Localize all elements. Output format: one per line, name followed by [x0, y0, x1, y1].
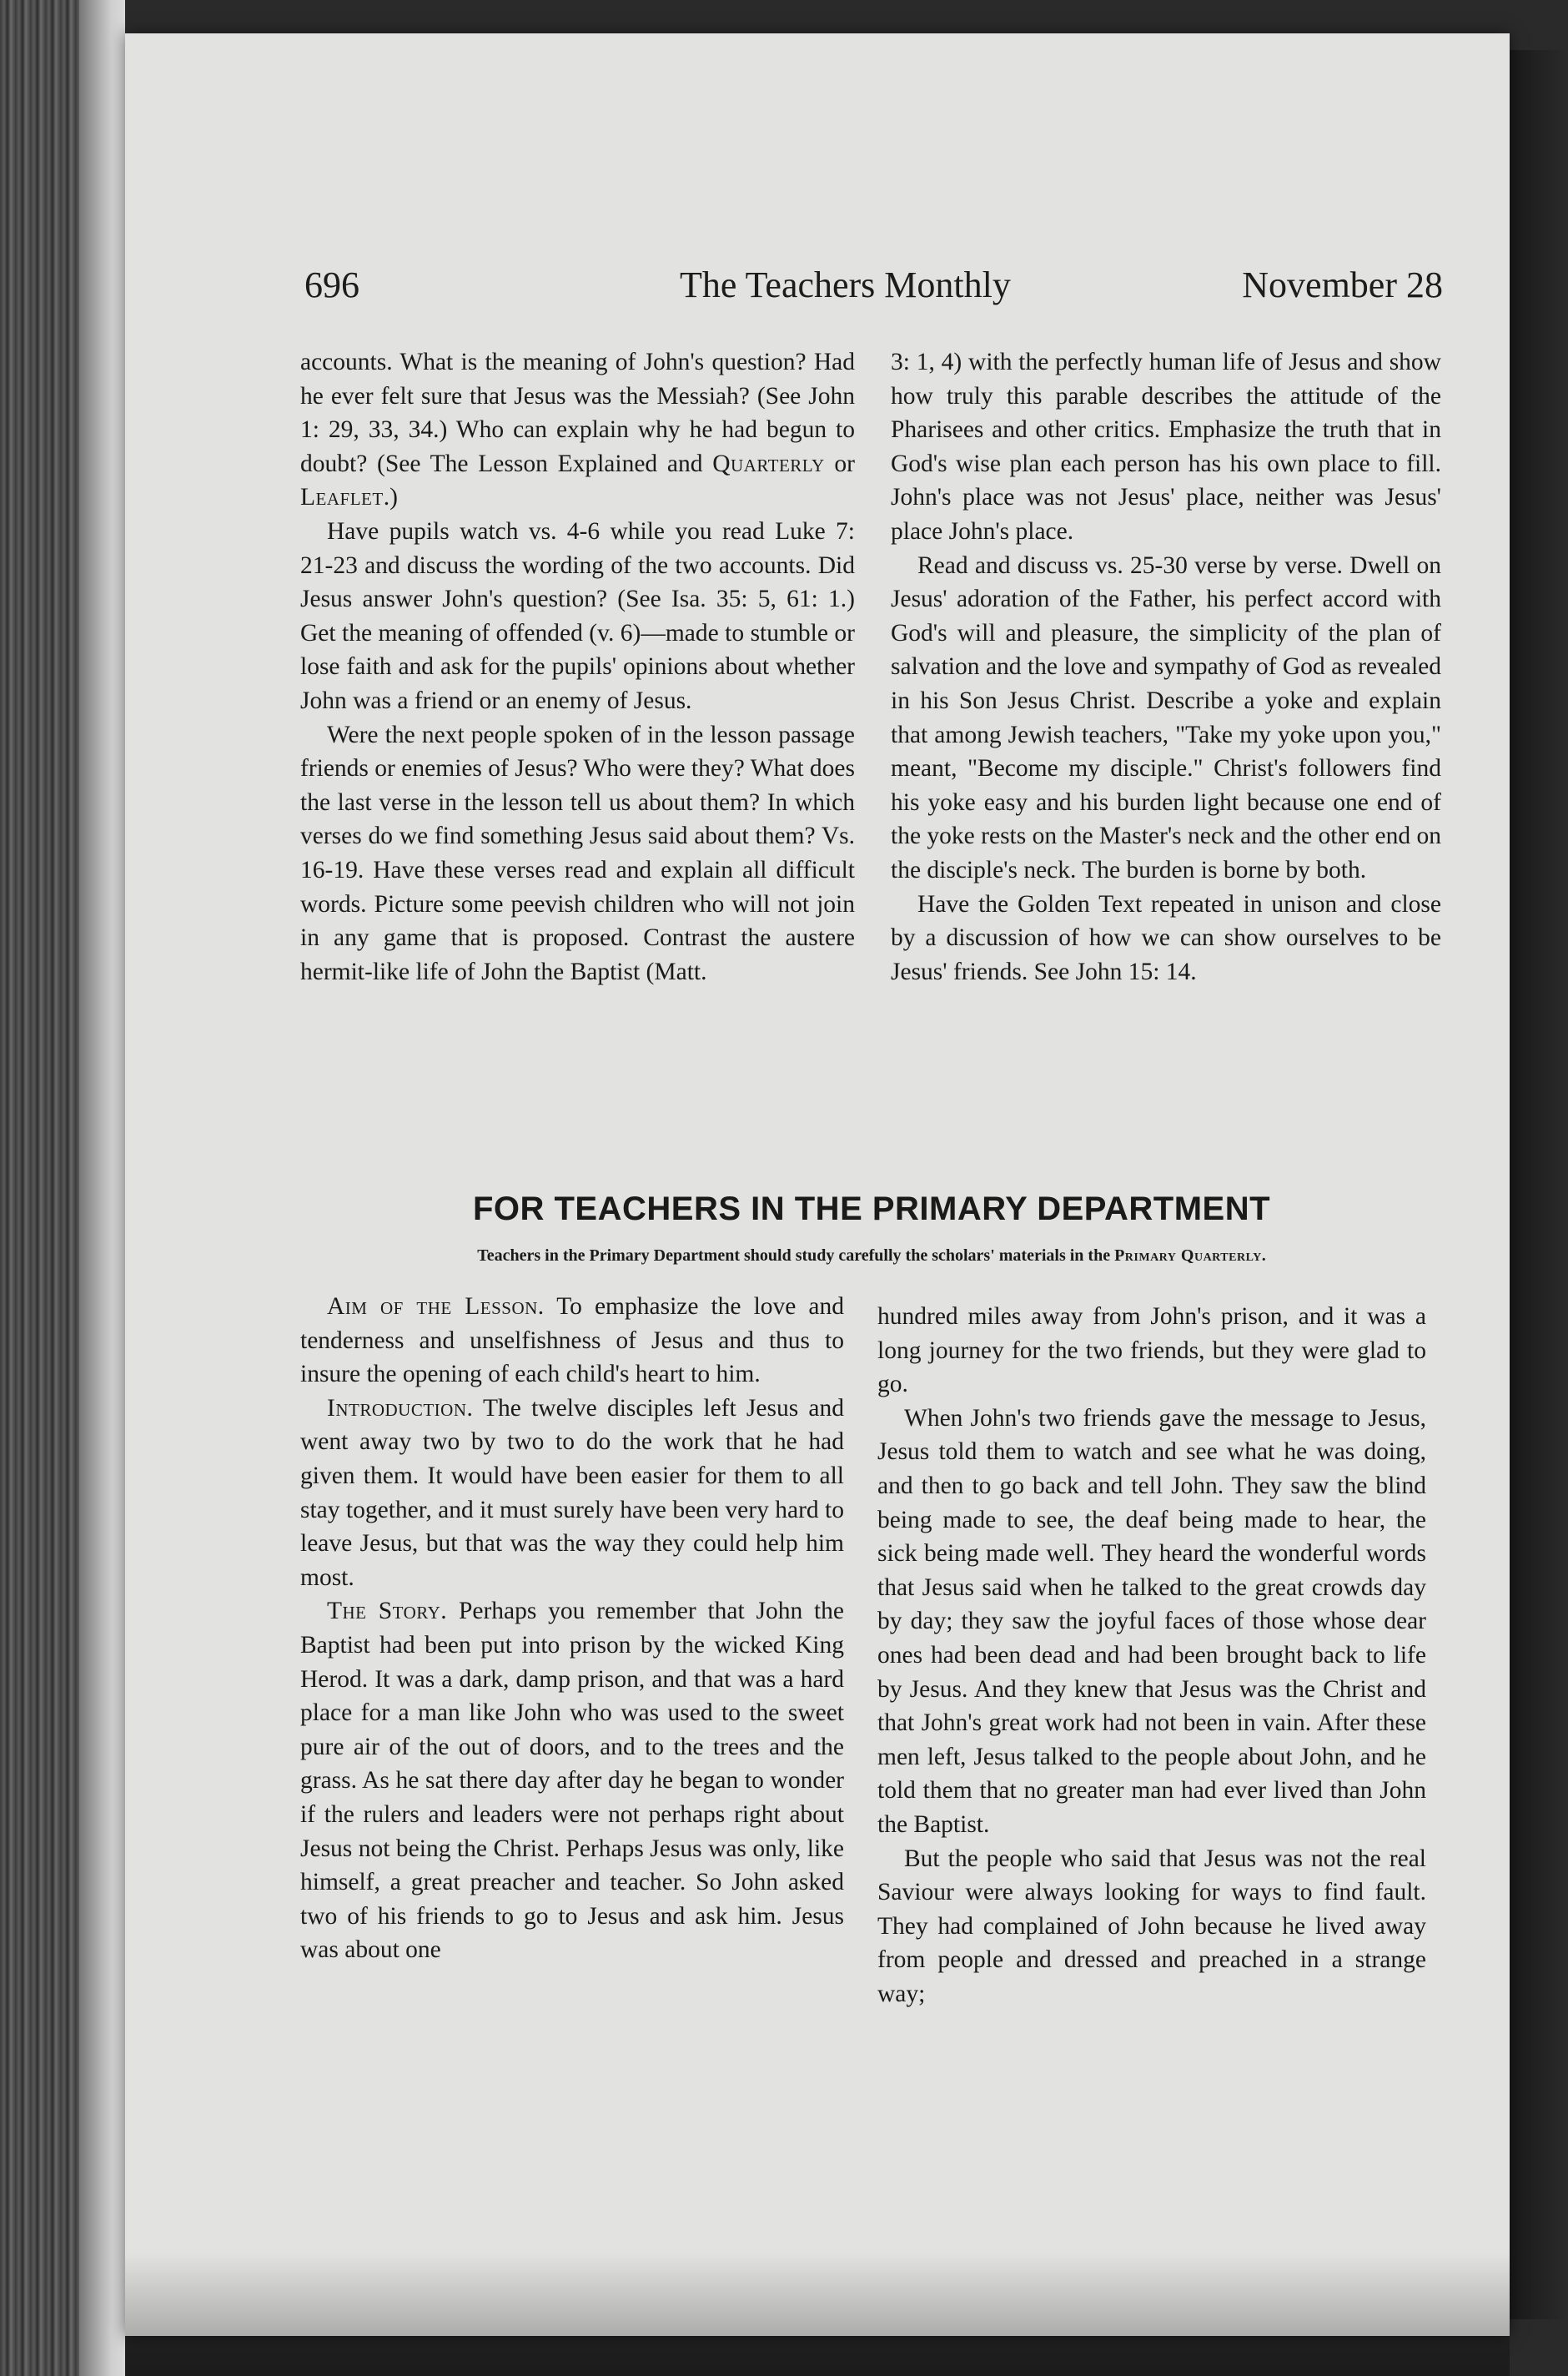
lower-left-column: [300, 1290, 844, 1967]
right-page-edge: [1510, 50, 1568, 2319]
paragraph: But the people who said that Jesus was not the real Saviour were always looking for ways to find fault. They had complained of John because he lived away from people and dressed and preached in a strange way;: [877, 1845, 1426, 2007]
aim-label: Aim of the Lesson.: [327, 1293, 545, 1320]
paragraph: Read and discuss vs. 25-30 verse by verse. Dwell on Jesus' adoration of the Father, his perfect accord with God's will and pleasure, the simplicity of the plan of salvation and the love and sympathy of God as revealed in his Son Jesus Christ. Describe a yoke and explain that among Jewish teachers, "Take my yoke upon you," meant, "Become my disciple." Christ's followers find his yoke easy and his burden light because one end of the yoke rests on the Master's neck and the other end on the disciple's neck. The burden is borne by both.: [891, 551, 1441, 883]
paragraph: Have the Golden Text repeated in unison and close by a discussion of how we can show ourselves to be Jesus' friends. See John 15: 14.: [891, 890, 1441, 985]
story-text: Perhaps you remember that John the Baptist had been put into prison by the wicked King Herod. It was a dark, damp prison, and that was a hard place for a man like John who was used to the sweet pure air of the out of doors, and to the trees and the grass. As he sat there day after day he began to wonder if the rulers and leaders were not perhaps right about Jesus not being the Christ. Perhaps Jesus was only, like himself, a great preacher and teacher. So John asked two of his friends to go to Jesus and ask him. Jesus was about one: [300, 1598, 844, 1964]
upper-right-column: [891, 345, 1441, 989]
issue-date: November 28: [1242, 264, 1443, 305]
paragraph-text: .): [383, 484, 398, 511]
section-note-end: .: [1261, 1246, 1266, 1265]
introduction-text: The twelve disciples left Jesus and went away two by two to do the work that he had given them. It would have been easier for them to all stay together, and it must surely have been very hard to leave Jesus, but that was the way they could help him most.: [300, 1394, 844, 1591]
upper-left-column: [300, 345, 855, 989]
paragraph: Have pupils watch vs. 4-6 while you read Luke 7: 21-23 and discuss the wording of the two accounts. Did Jesus answer John's question? (See Isa. 35: 5, 61: 1.) Get the meaning of offended (v. 6)—made to stumble or lose faith and ask for the pupils' opinions about whether John was a friend or an enemy of Jesus.: [300, 517, 855, 714]
story-label: The Story.: [327, 1598, 448, 1625]
paragraph-story: [300, 1594, 844, 1967]
page-bottom-shadow: [125, 2253, 1510, 2376]
section-heading: FOR TEACHERS IN THE PRIMARY DEPARTMENT: [472, 1191, 1271, 1227]
leaflet-reference: Leaflet: [300, 484, 384, 511]
paragraph: [300, 345, 855, 515]
paragraph: Were the next people spoken of in the lesson passage friends or enemies of Jesus? Who were they? What does the last verse in the lesson tell us about them? In which verses do we find something Jesus said about them? Vs. 16-19. Have these verses read and explain all difficult words. Picture some peevish children who will not join in any game that is proposed. Contrast the austere hermit-like life of John the Baptist (Matt.: [300, 721, 855, 985]
aim-text: To emphasize the love and tenderness and unselfishness of Jesus and thus to insure the opening of each child's heart to him.: [300, 1293, 844, 1388]
page-header: [304, 264, 1443, 314]
paragraph-text: or: [824, 450, 856, 477]
book-spine-edge: [0, 0, 125, 2376]
paragraph-aim: [300, 1290, 844, 1392]
introduction-label: Introduction.: [327, 1394, 474, 1422]
running-title: The Teachers Monthly: [680, 264, 1011, 305]
quarterly-reference: Quarterly: [712, 450, 825, 477]
page-number: 696: [304, 264, 359, 305]
primary-quarterly-reference: Primary Quarterly: [1114, 1246, 1262, 1265]
paragraph: hundred miles away from John's prison, and it was a long journey for the two friends, but they were glad to go.: [877, 1303, 1426, 1398]
paragraph: When John's two friends gave the message to Jesus, Jesus told them to watch and see what he was doing, and then to go back and tell John. They saw the blind being made to see, the deaf being made to hear, the sick being made well. They heard the wonderful words that Jesus said when he talked to the great crowds day by day; they saw the joyful faces of those whose dear ones had been dead and had been brought back to life by Jesus. And they knew that Jesus was the Christ and that John's great work had not been in vain. After these men left, Jesus talked to the people about John, and he told them that no greater man had ever lived than John the Baptist.: [877, 1404, 1426, 1838]
paragraph-text: accounts. What is the meaning of John's question? Had he ever felt sure that Jesus was the Messiah? (See John 1: 29, 33, 34.) Who can explain why he had begun to doubt? (See The Lesson Explained and: [300, 349, 855, 477]
paragraph: 3: 1, 4) with the perfectly human life of Jesus and show how truly this parable describes the attitude of the Pharisees and other critics. Emphasize the truth that in God's wise plan each person has his own place to fill. John's place was not Jesus' place, neither was Jesus' place John's place.: [891, 349, 1441, 545]
lower-right-column: [877, 1300, 1426, 2011]
paragraph-introduction: [300, 1392, 844, 1595]
section-note-text: Teachers in the Primary Department should study carefully the scholars' materials in the: [477, 1246, 1115, 1265]
section-note: [300, 1246, 1443, 1266]
